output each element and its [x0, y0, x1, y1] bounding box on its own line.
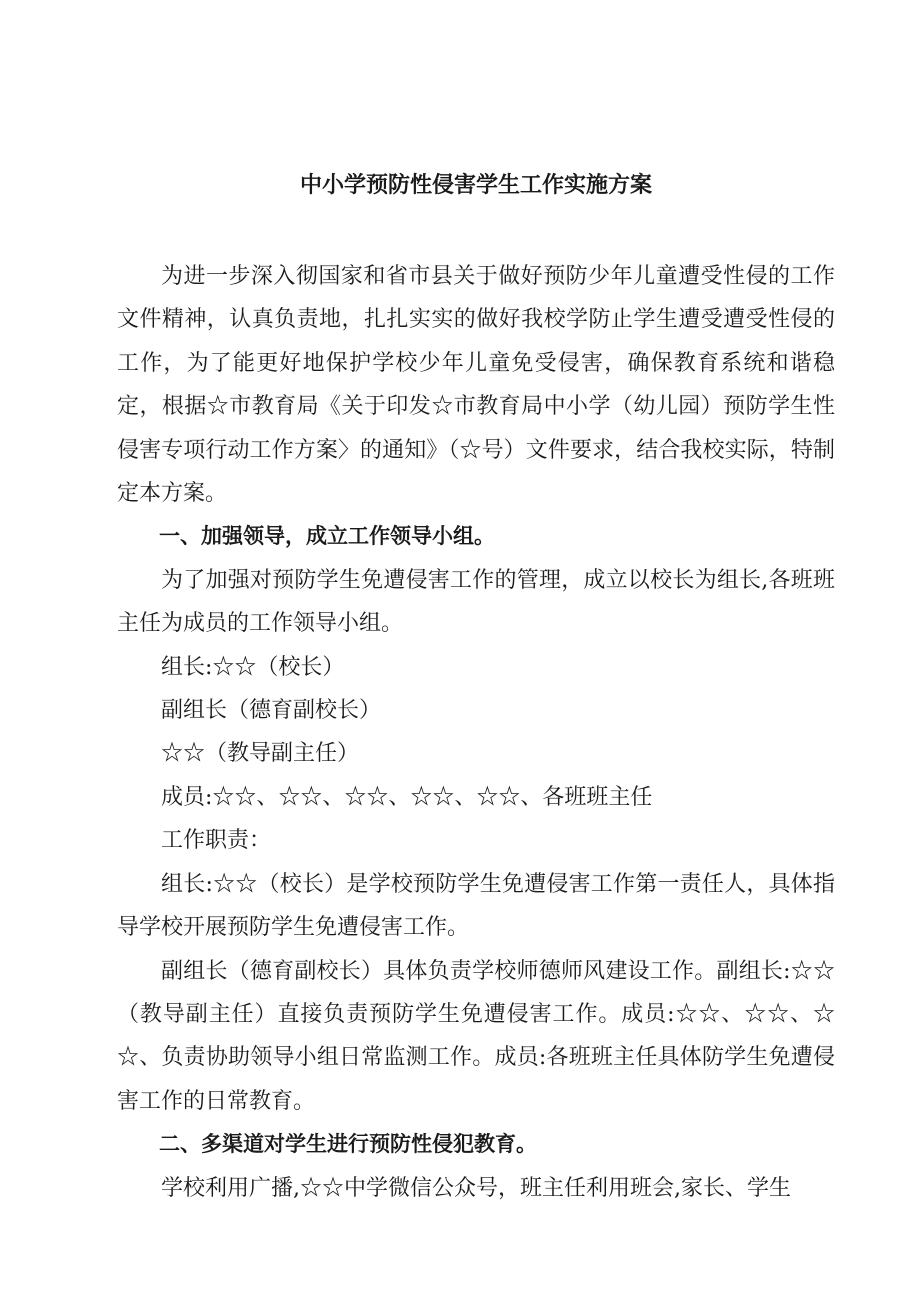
document-body — [117, 255, 835, 1210]
body-paragraph: 为了加强对预防学生免遭侵害工作的管理，成立以校长为组长,各班班主任为成员的工作领导小组。 — [117, 567, 835, 637]
body-paragraph: ☆☆（教导副主任） — [161, 741, 360, 767]
body-paragraph: 副组长（德育副校长）具体负责学校师德师风建设工作。副组长:☆☆（教导副主任）直接负责预防学生免遭侵害工作。成员:☆☆、☆☆、☆☆、负责协助领导小组日常监测工作。成员:各班班主任具体防学生免遭侵害工作的日常教育。 — [117, 958, 835, 1114]
body-paragraph: 组长:☆☆（校长） — [161, 654, 345, 680]
section-heading: 二、多渠道对学生进行预防性侵犯教育。 — [159, 1132, 537, 1157]
body-paragraph: 组长:☆☆（校长）是学校预防学生免遭侵害工作第一责任人，具体指导学校开展预防学生免遭侵害工作。 — [117, 871, 835, 941]
body-paragraph: 副组长（德育副校长） — [161, 698, 382, 724]
body-paragraph: 为进一步深入彻国家和省市县关于做好预防少年儿童遭受性侵的工作文件精神，认真负责地，扎扎实实的做好我校学防止学生遭受遭受性侵的工作，为了能更好地保护学校少年儿童免受侵害，确保教育系统和谐稳定，根据☆市教育局《关于印发☆市教育局中小学（幼儿园）预防学生性侵害专项行动工作方案〉的通知》（☆号）文件要求，结合我校实际，特制定本方案。 — [117, 264, 835, 507]
body-paragraph: 工作职责： — [161, 828, 272, 854]
body-paragraph: 成员:☆☆、☆☆、☆☆、☆☆、☆☆、各班班主任 — [161, 784, 653, 810]
body-paragraph: 学校利用广播,☆☆中学微信公众号，班主任利用班会,家长、学生 — [161, 1175, 791, 1201]
section-heading: 一、加强领导，成立工作领导小组。 — [159, 524, 495, 549]
document-title: 中小学预防性侵害学生工作实施方案 — [299, 173, 652, 198]
